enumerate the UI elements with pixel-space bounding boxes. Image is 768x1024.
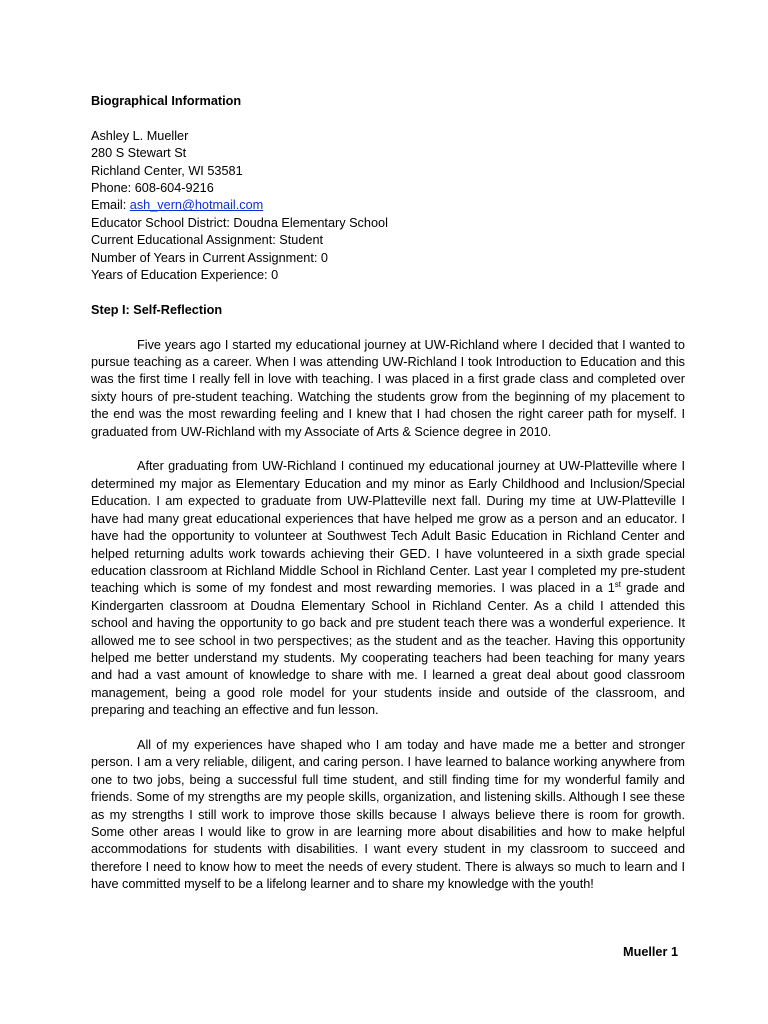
paragraph-3: All of my experiences have shaped who I am today and have made me a better and stronger person. I am a very reliable, diligent, and caring person. I have learned to balance working anywhere from one to two jobs, being a successful full time student, and still finding time for my wonderful family and friends. Some of my strengths are my people skills, organization, and listening skills. Although I see these as my strengths I still work to improve those skills because I always believe there is room for growth. Some other areas I would like to grow in are learning more about disabilities and how to make helpful accommodations for students with disabilities. I want every student in my classroom to succeed and therefore I need to know how to meet the needs of every student. There is always so much to learn and I have committed myself to be a lifelong learner and to share my knowledge with the youth! <box>91 737 685 892</box>
paragraph-1: Five years ago I started my educational journey at UW-Richland where I decided that I wanted to pursue teaching as a career. When I was attending UW-Richland I took Introduction to Education and this was the first time I really fell in love with teaching. I was placed in a first grade class and completed over sixty hours of pre-student teaching. Watching the students grow from the beginning of my placement to the end was the most rewarding feeling and I knew that I had chosen the right career path for myself. I graduated from UW-Richland with my Associate of Arts & Science degree in 2010. <box>91 337 685 439</box>
ordinal-superscript: st <box>614 580 621 590</box>
paragraph-2 <box>91 458 685 719</box>
author-name: Ashley L. Mueller <box>91 128 189 143</box>
document-body <box>91 93 685 894</box>
city-state-zip: Richland Center, WI 53581 <box>91 163 243 178</box>
page-number: Mueller 1 <box>623 945 678 959</box>
section-title: Biographical Information <box>91 94 242 108</box>
email-link[interactable]: ash_vern@hotmail.com <box>129 198 264 213</box>
current-assignment: Current Educational Assignment: Student <box>91 233 324 248</box>
paragraph-2-text-b: grade and Kindergarten classroom at Doudna Elementary School in Richland Center. As a child I attended this school and having the opportunity to go back and pre student teach there was a wonderful experience. It allowed me to see school in two perspectives; as the student and as the teacher. Having this opportunity helped me better understand my students. My cooperating teachers had been teaching for many years and had a vast amount of knowledge to share with me. I learned a great deal about good classroom management, being a good role model for your students inside and outside of the classroom, and preparing and teaching an effective and fun lesson. <box>91 581 685 718</box>
email-line <box>91 197 685 214</box>
phone-number: Phone: 608-604-9216 <box>91 181 214 196</box>
email-label: Email: <box>91 198 130 213</box>
step-title: Step I: Self-Reflection <box>91 302 223 317</box>
street-address: 280 S Stewart St <box>91 146 187 161</box>
biographical-info-block <box>91 128 685 285</box>
school-district: Educator School District: Doudna Elementary School <box>91 215 388 230</box>
years-experience: Years of Education Experience: 0 <box>91 268 279 283</box>
years-in-assignment: Number of Years in Current Assignment: 0 <box>91 250 328 265</box>
paragraph-2-text-a: After graduating from UW-Richland I continued my educational journey at UW-Platteville where I determined my major as Elementary Education and my minor as Early Childhood and Inclusion/Special Education. I am expected to graduate from UW-Platteville next fall. During my time at UW-Platteville I have had many great educational experiences that have helped me grow as a person and an educator. I have had the opportunity to volunteer at Southwest Tech Adult Basic Education in Richland Center and helped returning adults work towards achieving their GED. I have volunteered in a sixth grade special education classroom at Richland Middle School in Richland Center. Last year I completed my pre-student teaching which is some of my fondest and most rewarding memories. I was placed in a 1 <box>91 459 685 596</box>
